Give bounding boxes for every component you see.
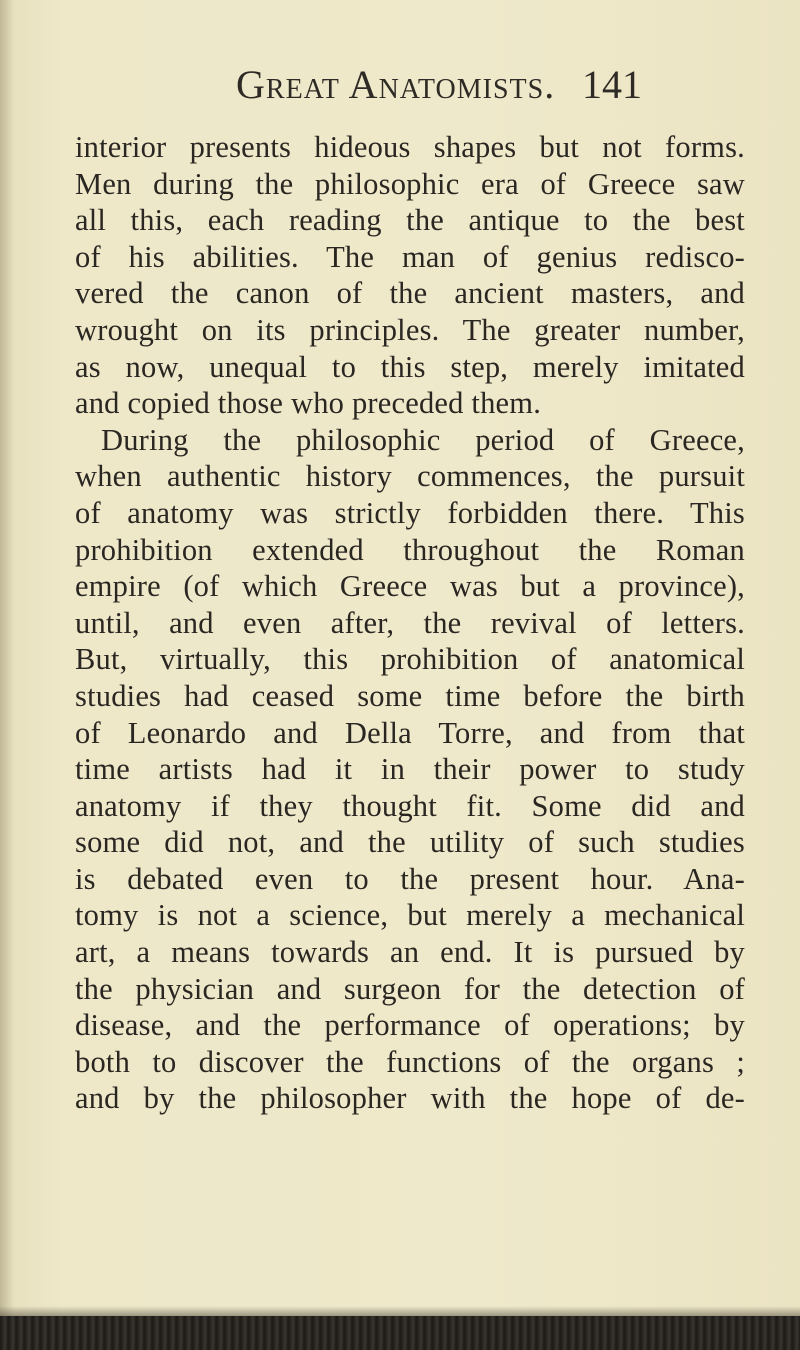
text-line: until, and even after, the revival of letters. xyxy=(75,605,745,640)
text-line: During the philosophic period of Greece, xyxy=(101,422,745,457)
text-line: the physician and surgeon for the detection of xyxy=(75,971,745,1006)
text-line: of Leonardo and Della Torre, and from that xyxy=(75,715,745,750)
text-line: But, virtually, this prohibition of anatomical xyxy=(75,642,745,677)
text-line: and by the philosopher with the hope of de- xyxy=(75,1081,745,1116)
page-number: 141 xyxy=(582,62,642,107)
text-line: wrought on its principles. The greater number, xyxy=(75,312,745,347)
text-line: and copied those who preceded them. xyxy=(75,386,542,421)
text-line: some did not, and the utility of such studies xyxy=(75,825,745,860)
text-line: disease, and the performance of operations; by xyxy=(75,1008,745,1043)
text-line: when authentic history commences, the pursuit xyxy=(75,459,745,494)
text-line: all this, each reading the antique to the best xyxy=(75,203,745,238)
gutter-shadow xyxy=(0,0,14,1350)
text-line: of anatomy was strictly forbidden there. This xyxy=(75,495,745,530)
text-line: time artists had it in their power to study xyxy=(75,752,745,787)
body-text xyxy=(75,129,745,1117)
running-head: Great Anatomists. xyxy=(236,62,556,107)
text-line: of his abilities. The man of genius redisco- xyxy=(75,239,745,274)
text-line: tomy is not a science, but merely a mechanical xyxy=(75,898,745,933)
book-bottom-edge xyxy=(0,1316,800,1350)
text-line: studies had ceased some time before the birth xyxy=(75,678,745,713)
text-line: as now, unequal to this step, merely imitated xyxy=(75,349,745,384)
text-line: Men during the philosophic era of Greece saw xyxy=(75,166,745,201)
text-line: is debated even to the present hour. Ana- xyxy=(75,861,745,896)
text-line: anatomy if they thought fit. Some did and xyxy=(75,788,745,823)
text-line: interior presents hideous shapes but not forms. xyxy=(75,130,745,164)
text-line: prohibition extended throughout the Roman xyxy=(75,532,745,567)
text-line: art, a means towards an end. It is pursued by xyxy=(75,935,745,970)
text-line: vered the canon of the ancient masters, and xyxy=(75,276,745,311)
text-line: both to discover the functions of the organs ; xyxy=(75,1044,745,1079)
page-header xyxy=(0,62,800,112)
text-line: empire (of which Greece was but a province), xyxy=(75,569,745,604)
